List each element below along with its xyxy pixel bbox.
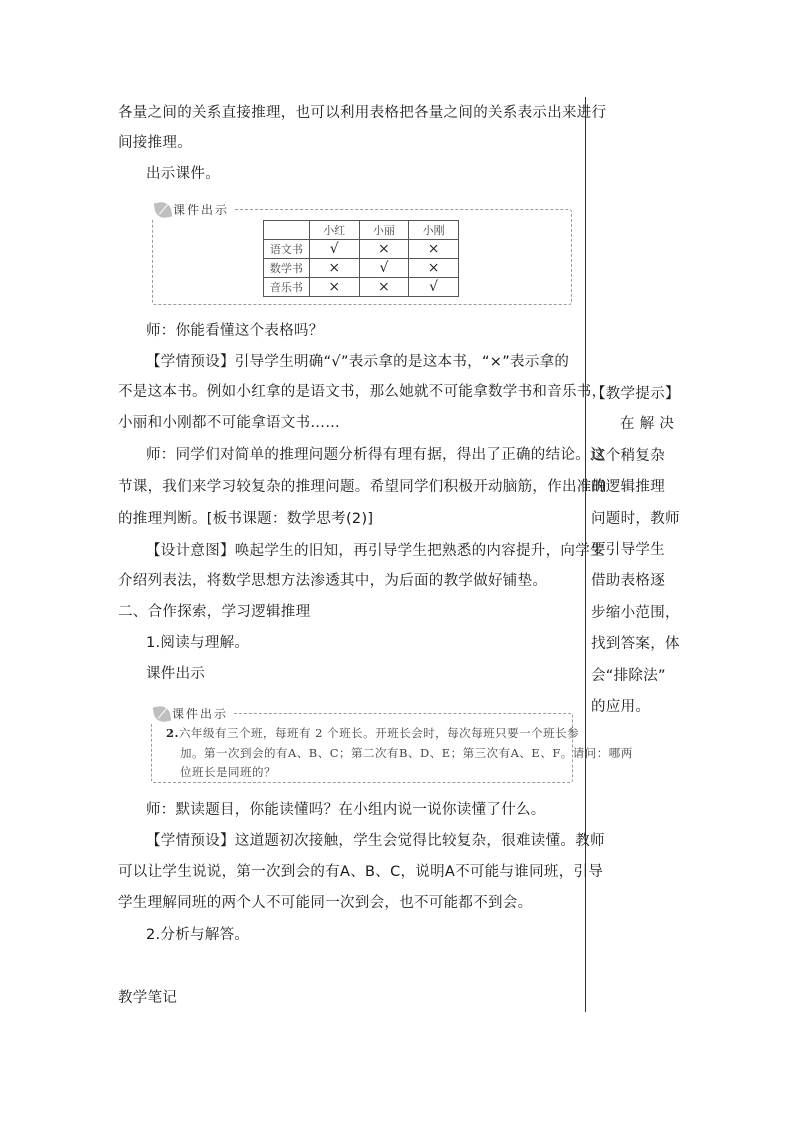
paragraph-line: 节课，我们来学习较复杂的推理问题。希望同学们积极开动脑筋，作出准确 bbox=[118, 479, 607, 495]
paragraph-line: 课件出示 bbox=[146, 666, 206, 682]
courseware-tab-label: 课件出示 bbox=[172, 707, 229, 721]
paragraph-line: 不是这本书。例如小红拿的是语文书，那么她就不可能拿数学书和音乐书， bbox=[118, 384, 607, 400]
table-header-row bbox=[264, 221, 459, 240]
paragraph-line: 介绍列表法，将数学思想方法渗透其中，为后面的教学做好铺垫。 bbox=[118, 573, 548, 589]
question-line bbox=[166, 723, 579, 743]
mark-cell: × bbox=[309, 259, 359, 278]
paragraph-line: 学生理解同班的两个人不可能同一次到会，也不可能都不到会。 bbox=[118, 895, 533, 911]
table-header-cell: 小红 bbox=[309, 221, 359, 240]
paragraph-line: 【设计意图】唤起学生的旧知，再引导学生把熟悉的内容提升，向学生 bbox=[146, 543, 605, 559]
mark-cell: √ bbox=[309, 240, 359, 259]
sidebar-line: 借助表格逐 bbox=[591, 573, 665, 589]
paragraph-line: 小丽和小刚都不可能拿语文书…… bbox=[118, 415, 340, 431]
paragraph-line: 可以让学生说说，第一次到会的有A、B、C，说明A不可能与谁同班，引导 bbox=[118, 864, 604, 880]
courseware-tab bbox=[150, 704, 234, 724]
question-line: 加。第一次到会的有A、B、C；第二次有B、D、E；第三次有A、E、F。请问：哪两 bbox=[180, 746, 633, 760]
leaf-icon bbox=[153, 705, 172, 724]
sidebar-title: 【教学提示】 bbox=[591, 386, 680, 402]
sidebar-line: 会“排除法” bbox=[591, 668, 666, 684]
table-header-cell: 小丽 bbox=[359, 221, 409, 240]
sidebar-line: 步缩小范围， bbox=[591, 605, 680, 621]
section-heading: 二、合作探索，学习逻辑推理 bbox=[118, 604, 311, 620]
paragraph-line: 2.分析与解答。 bbox=[146, 927, 250, 943]
question-line: 位班长是同班的？ bbox=[180, 765, 276, 779]
courseware-box bbox=[151, 707, 633, 783]
mark-cell: × bbox=[409, 240, 459, 259]
paragraph-line: 【学情预设】引导学生明确“√”表示拿的是这本书，“×”表示拿的 bbox=[146, 354, 570, 370]
paragraph-line: 出示课件。 bbox=[146, 166, 220, 182]
paragraph-line: 1.阅读与理解。 bbox=[146, 635, 250, 651]
row-label: 数学书 bbox=[264, 259, 310, 278]
paragraph-line: 师：默读题目，你能读懂吗？在小组内说一说你读懂了什么。 bbox=[146, 802, 546, 818]
mark-cell: √ bbox=[359, 259, 409, 278]
sidebar-line: 的应用。 bbox=[591, 699, 651, 715]
sidebar-line: 在 解 决 bbox=[620, 416, 675, 432]
row-label: 音乐书 bbox=[264, 278, 310, 297]
table-row bbox=[264, 278, 459, 297]
question-text: 六年级有三个班，每班有 2 个班长。开班长会时，每次每班只要一个班长参 bbox=[179, 726, 580, 740]
paragraph-line: 的推理判断。[板书课题：数学思考(2)] bbox=[118, 511, 374, 527]
paragraph-line: 间接推理。 bbox=[118, 135, 192, 151]
mark-cell: × bbox=[409, 259, 459, 278]
paragraph-line: 师：你能看懂这个表格吗？ bbox=[146, 323, 324, 339]
courseware-box bbox=[152, 203, 572, 305]
notes-footer: 教学笔记 bbox=[118, 990, 178, 1006]
sidebar-line: 这个稍复杂 bbox=[591, 448, 665, 464]
table-header-cell: 小刚 bbox=[409, 221, 459, 240]
table-header-cell bbox=[264, 221, 310, 240]
sidebar-line: 要引导学生 bbox=[591, 542, 665, 558]
courseware-tab-label: 课件出示 bbox=[173, 203, 230, 217]
sidebar-line: 的逻辑推理 bbox=[591, 479, 665, 495]
paragraph-line: 师：同学们对简单的推理问题分析得有理有据，得出了正确的结论。这 bbox=[146, 447, 605, 463]
mark-cell: × bbox=[309, 278, 359, 297]
sidebar-line: 问题时，教师 bbox=[591, 511, 680, 527]
sidebar-line: 找到答案，体 bbox=[591, 636, 680, 652]
paragraph-line: 各量之间的关系直接推理，也可以利用表格把各量之间的关系表示出来进行 bbox=[118, 105, 607, 121]
book-table bbox=[263, 220, 459, 297]
question-number: 2. bbox=[166, 726, 180, 740]
courseware-tab bbox=[151, 200, 235, 220]
mark-cell: × bbox=[359, 278, 409, 297]
paragraph-line: 【学情预设】这道题初次接触，学生会觉得比较复杂，很难读懂。教师 bbox=[146, 833, 605, 849]
mark-cell: × bbox=[359, 240, 409, 259]
table-row bbox=[264, 259, 459, 278]
mark-cell: √ bbox=[409, 278, 459, 297]
leaf-icon bbox=[154, 201, 173, 220]
row-label: 语文书 bbox=[264, 240, 310, 259]
table-row bbox=[264, 240, 459, 259]
